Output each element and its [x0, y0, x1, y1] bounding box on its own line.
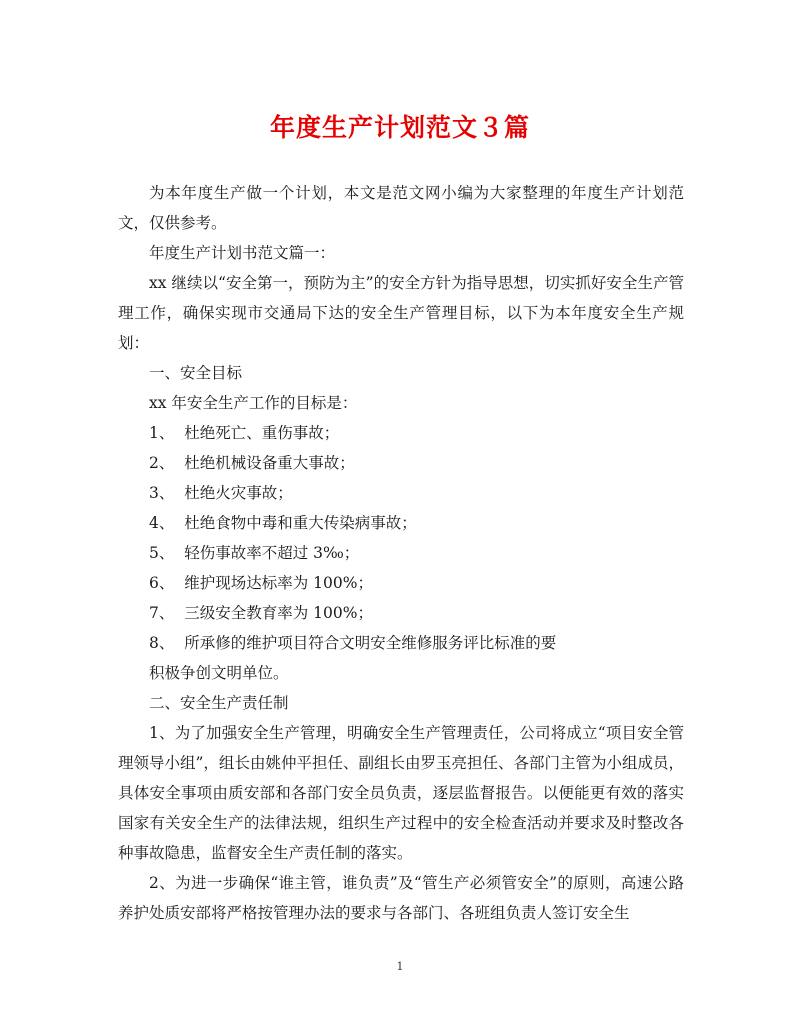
goal-item: 7、 三级安全教育率为 100%；: [149, 604, 373, 622]
goal-item: 8、 所承修的维护项目符合文明安全维修服务评比标准的要: [149, 634, 557, 652]
goal-item: 3、 杜绝火灾事故；: [149, 484, 293, 502]
intro-paragraph: 为本年度生产做一个计划，本文是范文网小编为大家整理的年度生产计划范文，仅供参考。: [118, 184, 684, 232]
goals-intro: xx 年安全生产工作的目标是：: [149, 394, 358, 412]
responsibility-paragraph-1: 1、为了加强安全生产管理，明确安全生产管理责任，公司将成立“项目安全管理领导小组”，组长由姚仲平担任、副组长由罗玉亮担任、各部门主管为小组成员，具体安全事项由质安部和各部门安全员负责，逐层监督报告。以便能更有效的落实国家有关安全生产的法律法规，组织生产过程中的安全检查活动并要求及时整改各种事故隐患，监督安全生产责任制的落实。: [118, 724, 684, 862]
section-heading-responsibility: 二、安全生产责任制: [149, 694, 289, 712]
section-heading-safety-goals: 一、安全目标: [149, 364, 243, 382]
goal-item: 2、 杜绝机械设备重大事故；: [149, 454, 355, 472]
guiding-principle-paragraph: xx 继续以“安全第一，预防为主”的安全方针为指导思想，切实抓好安全生产管理工作，确保实现市交通局下达的安全生产管理目标，以下为本年度安全生产规划：: [118, 274, 684, 352]
goal-continuation: 积极争创文明单位。: [149, 664, 289, 682]
document-body: [118, 178, 684, 928]
document-title: 年度生产计划范文３篇: [269, 113, 530, 142]
page-number: 1: [396, 960, 404, 973]
goal-item: 5、 轻伤事故率不超过 3‰；: [149, 544, 360, 562]
goal-item: 6、 维护现场达标率为 100%；: [149, 574, 373, 592]
section-heading-sample-one: 年度生产计划书范文篇一：: [149, 244, 336, 262]
goal-item: 1、 杜绝死亡、重伤事故；: [149, 424, 340, 442]
responsibility-paragraph-2: 2、为进一步确保“谁主管，谁负责”及“管生产必须管安全”的原则，高速公路养护处质安部将严格按管理办法的要求与各部门、各班组负责人签订安全生: [118, 874, 684, 922]
goal-item: 4、 杜绝食物中毒和重大传染病事故；: [149, 514, 417, 532]
